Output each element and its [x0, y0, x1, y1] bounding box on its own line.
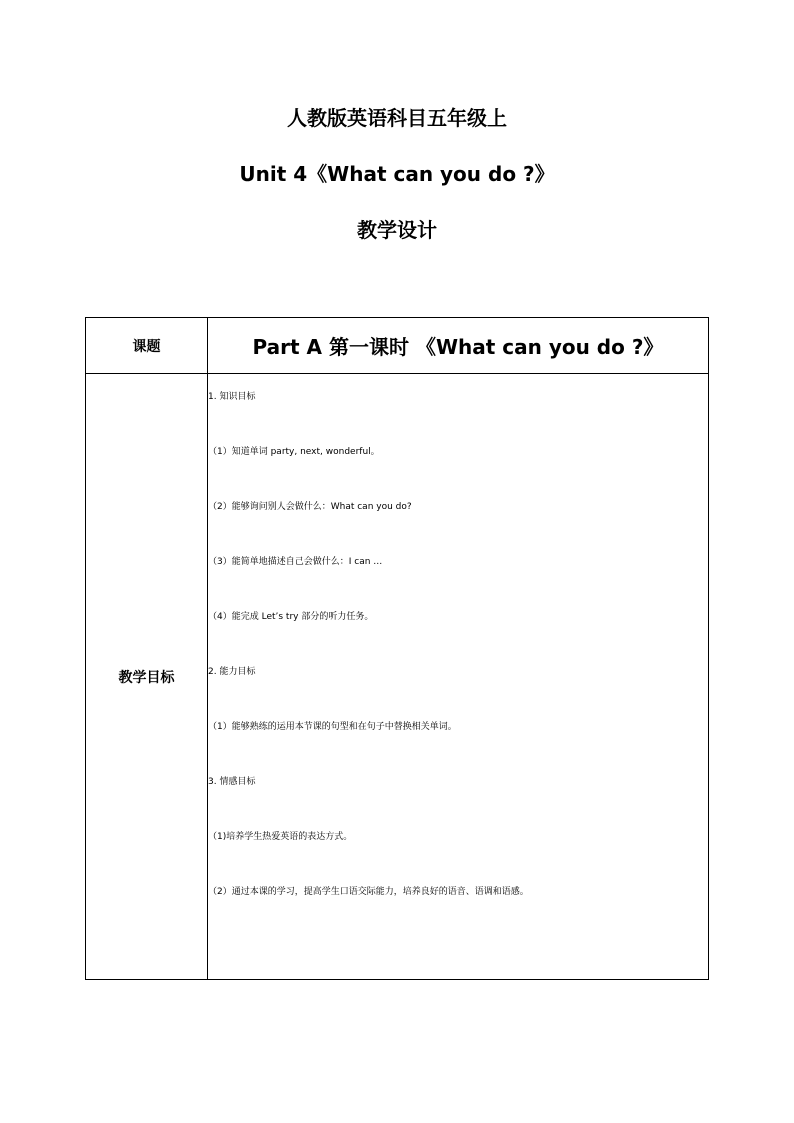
goals-row	[86, 374, 709, 980]
topic-label: 课题	[86, 318, 208, 374]
goal-item: （4）能完成 Let’s try 部分的听力任务。	[208, 612, 374, 622]
goal-item: （1）知道单词 party, next, wonderful。	[208, 447, 380, 457]
document-subtitle: 教学设计	[357, 218, 437, 242]
lesson-plan-table	[85, 317, 709, 980]
goal-item: （1)培养学生热爱英语的表达方式。	[208, 832, 353, 842]
goals-content	[208, 374, 709, 980]
document-title: 人教版英语科目五年级上	[287, 106, 507, 130]
goal-heading-emotion: 3. 情感目标	[208, 777, 256, 787]
goal-item: （2）通过本课的学习，提高学生口语交际能力，培养良好的语音、语调和语感。	[208, 887, 529, 897]
topic-value: Part A 第一课时 《What can you do ?》	[208, 318, 709, 374]
topic-row	[86, 318, 709, 374]
goal-item: （1）能够熟练的运用本节课的句型和在句子中替换相关单词。	[208, 722, 457, 732]
goal-item: （2）能够询问别人会做什么：What can you do?	[208, 502, 412, 512]
goal-heading-ability: 2. 能力目标	[208, 667, 256, 677]
goals-label: 教学目标	[86, 374, 208, 980]
goal-heading-knowledge: 1. 知识目标	[208, 392, 256, 402]
unit-title: Unit 4《What can you do ?》	[239, 162, 555, 186]
goal-item: （3）能简单地描述自己会做什么：I can …	[208, 557, 383, 567]
